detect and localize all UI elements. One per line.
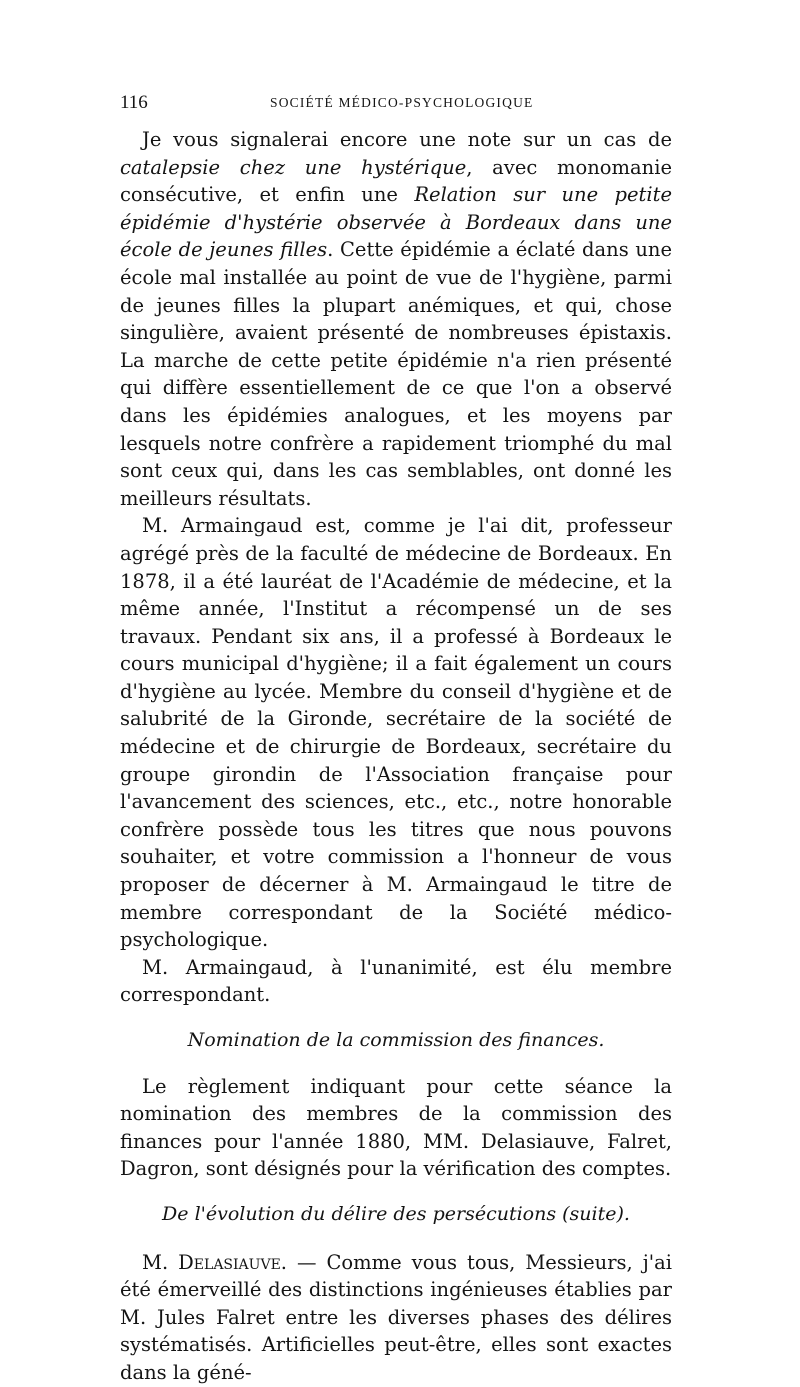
paragraph-election: M. Armaingaud, à l'unanimité, est élu membre correspondant. [120,955,672,1007]
body-text [120,126,672,1387]
paragraph-armaingaud: M. Armaingaud est, comme je l'ai dit, professeur agrégé près de la faculté de médecine de Bordeaux. En 1878, il a été lauréat de l'Académie de médecine, et la même année, l'Institut a récompensé un de ses travaux. Pendant six ans, il a professé à Bordeaux le cours municipal d'hygiène; il a fait également un cours d'hygiène au lycée. Membre du conseil d'hygiène et de salubrité de la Gironde, secrétaire de la société de médecine et de chirurgie de Bordeaux, secrétaire du groupe girondin de l'Association française pour l'avancement des sciences, etc., etc., notre honorable confrère possède tous les titres que nous pouvons souhaiter, et votre commission a l'honneur de vous proposer de décerner à M. Armaingaud le titre de membre correspondant de la Société médico-psychologique. [120,514,672,952]
paragraph-reglement: Le règlement indiquant pour cette séance la nomination des membres de la commission des finances pour l'année 1880, MM. Delasiauve, Falret, Dagron, sont désignés pour la vérification des comptes. [120,1074,672,1181]
page-header [120,92,680,116]
section-heading-delire [120,1201,672,1229]
page-number: 116 [120,92,148,113]
italic-title: Relation sur une petite épidémie d'hystérie observée à Bordeaux dans une école de jeunes filles [120,183,672,262]
section-heading-finances: Nomination de la commission des finances. [187,1029,605,1051]
paragraph-text: , avec monomanie consécutive, et enfin une [120,155,672,207]
paragraph-text: . Cette épidémie a éclaté dans une école mal installée au point de vue de l'hygiène, parmi de jeunes filles la plupart anémiques, et qui, chose singulière, avaient présenté de nombreuses épistaxis. La marche de cette petite épidémie n'a rien présenté qui diffère essentiellement de ce que l'on a observé dans les épidémies analogues, et les moyens par lesquels notre confrère a rapidement triomphé du mal sont ceux qui, dans les cas semblables, ont donné les meilleurs résultats. [120,238,672,510]
paragraph-text: M. [142,1250,179,1274]
running-title: SOCIÉTÉ MÉDICO-PSYCHOLOGIQUE [270,95,534,110]
paragraph-catalepsie [120,126,672,512]
paragraph-text: . — Comme vous tous, Messieurs, j'ai été émerveillé des distinctions ingénieuses établies par M. Jules Falret entre les diverses phases des délires systématisés. Artificielles peut-être, elles sont exactes dans la géné- [120,1250,672,1384]
heading-suite: (suite). [562,1202,630,1225]
italic-title: catalepsie chez une hystérique [120,155,467,179]
paragraph-text: Je vous signalerai encore une note sur un cas de [142,128,672,151]
speaker-name: Delasiauve [178,1250,281,1274]
paragraph-delasiauve [120,1249,672,1387]
heading-text: De l'évolution du délire des persécutions [162,1202,563,1225]
